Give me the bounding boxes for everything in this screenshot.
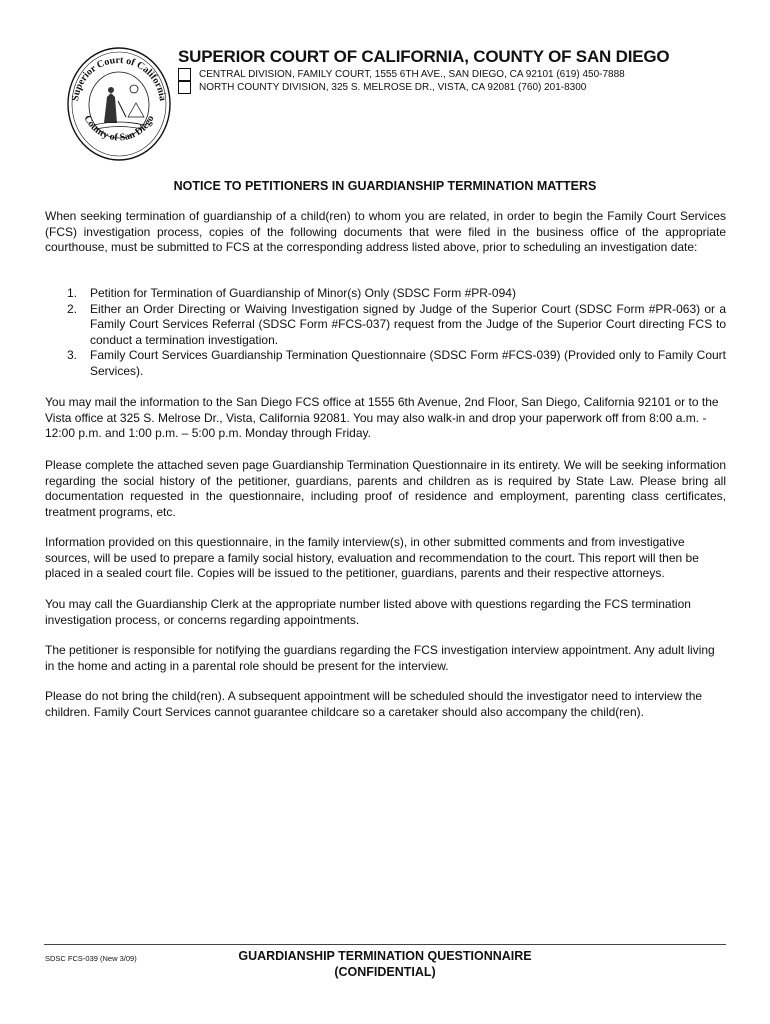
list-item-text: Either an Order Directing or Waiving Investigation signed by Judge of the Superior Court (SDSC Form #PR-063) or a Family Court Services Referral (SDSC Form #FCS-037) request from the Judge of the Superior Court directing FCS to conduct a termination investigation. xyxy=(90,301,726,347)
north-county-division-checkbox[interactable] xyxy=(178,81,191,94)
do-not-bring-children-paragraph: Please do not bring the child(ren). A subsequent appointment will be scheduled should the investigator need to interview the children. Family Court Services cannot guarantee childcare so a caretaker should also accompany the child(ren). xyxy=(45,689,703,719)
list-item-number: 3. xyxy=(67,348,78,362)
list-item-text: Family Court Services Guardianship Termination Questionnaire (SDSC Form #FCS-039) (Provided only to Family Court Services). xyxy=(90,348,726,378)
notice-title: NOTICE TO PETITIONERS IN GUARDIANSHIP TERMINATION MATTERS xyxy=(173,179,597,193)
central-division-checkbox[interactable] xyxy=(178,68,191,81)
footer-title-line2: (CONFIDENTIAL) xyxy=(334,965,436,979)
complete-questionnaire-paragraph: Please complete the attached seven page Guardianship Termination Questionnaire in its entirety. We will be seeking information regarding the social history of the petitioner, guardians, parents and children as is required by State Law. Please bring all documentation requested in the questionnaire, including proof of residence and employment, parenting class certificates, treatment programs, etc. xyxy=(45,458,726,519)
court-title: SUPERIOR COURT OF CALIFORNIA, COUNTY OF SAN DIEGO xyxy=(178,47,670,66)
call-clerk-paragraph: You may call the Guardianship Clerk at the appropriate number listed above with questions regarding the FCS termination investigation process, or concerns regarding appointments. xyxy=(45,597,691,627)
division-north-county xyxy=(178,81,586,94)
list-item xyxy=(45,302,726,349)
list-item xyxy=(45,348,726,379)
information-use-paragraph: Information provided on this questionnaire, in the family interview(s), in other submitted comments and from investigative sources, will be used to prepare a family social history, evaluation and recommendation to the court. This report will then be placed in a sealed court file. Copies will be issued to the petitioner, guardians, parents and their respective attorneys. xyxy=(45,535,699,580)
division-north-county-label: NORTH COUNTY DIVISION, 325 S. MELROSE DR., VISTA, CA 92081 (760) 201-8300 xyxy=(199,82,587,93)
intro-paragraph: When seeking termination of guardianship of a child(ren) to whom you are related, in order to begin the Family Court Services (FCS) investigation process, copies of the following documents that were filed in the business office of the appropriate courthouse, must be submitted to FCS at the corresponding address listed above, prior to scheduling an investigation date: xyxy=(45,209,726,254)
list-item-text: Petition for Termination of Guardianship of Minor(s) Only (SDSC Form #PR-094) xyxy=(90,286,516,300)
list-item xyxy=(45,286,726,302)
mail-paragraph: You may mail the information to the San Diego FCS office at 1555 6th Avenue, 2nd Floor, San Diego, California 92101 or to the Vista office at 325 S. Melrose Dr., Vista, California 92081. You may also walk-in and drop your paperwork off from 8:00 a.m. - 12:00 p.m. and 1:00 p.m. – 5:00 p.m. Monday through Friday. xyxy=(45,395,719,440)
svg-text:County of San Diego: County of San Diego xyxy=(81,113,157,144)
division-central-label: CENTRAL DIVISION, FAMILY COURT, 1555 6TH AVE., SAN DIEGO, CA 92101 (619) 450-7888 xyxy=(199,69,625,80)
notify-guardians-paragraph: The petitioner is responsible for notifying the guardians regarding the FCS investigation interview appointment. Any adult living in the home and acting in a parental role should be present for the interview. xyxy=(45,643,715,673)
svg-text:Superior Court of California: Superior Court of California xyxy=(70,54,168,102)
court-seal-logo xyxy=(66,45,172,163)
footer-title-line1: GUARDIANSHIP TERMINATION QUESTIONNAIRE xyxy=(238,949,532,963)
form-code: SDSC FCS-039 (New 3/09) xyxy=(45,954,137,963)
division-central xyxy=(178,68,625,81)
footer-divider xyxy=(44,944,726,945)
footer-title xyxy=(200,948,570,980)
required-documents-list xyxy=(45,286,726,379)
list-item-number: 2. xyxy=(67,301,78,316)
list-item-number: 1. xyxy=(67,286,78,300)
